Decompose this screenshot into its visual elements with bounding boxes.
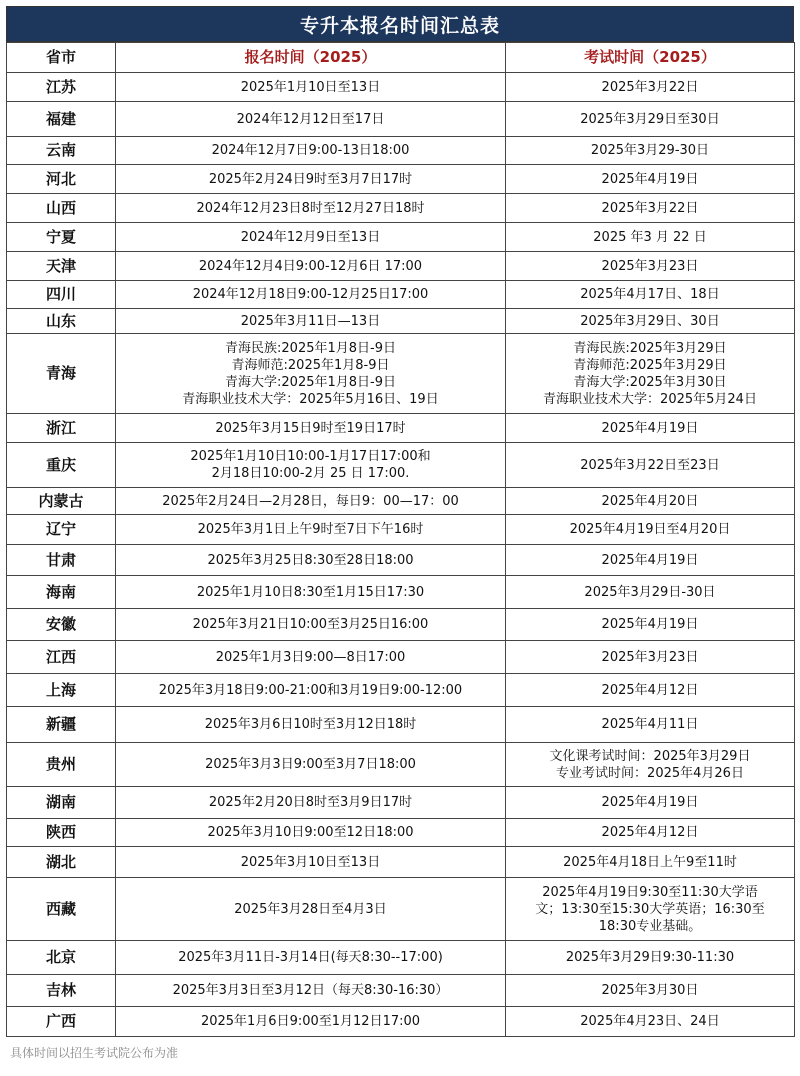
registration-cell: 2025年3月18日9:00-21:00和3月19日9:00-12:00 <box>116 674 506 707</box>
province-cell: 西藏 <box>7 878 116 941</box>
table-row <box>7 137 795 165</box>
exam-cell: 2025年3月29日、30日 <box>506 309 795 334</box>
registration-cell: 2025年3月11日-3月14日(每天8:30--17:00) <box>116 941 506 975</box>
province-cell: 贵州 <box>7 743 116 787</box>
registration-cell: 2024年12月23日8时至12月27日18时 <box>116 194 506 223</box>
table-row <box>7 609 795 641</box>
table-row <box>7 102 795 137</box>
summary-table-container <box>6 6 794 1037</box>
registration-cell: 2025年1月10日至13日 <box>116 73 506 102</box>
table-row <box>7 443 795 488</box>
table-row <box>7 545 795 576</box>
registration-cell: 2025年3月21日10:00至3月25日16:00 <box>116 609 506 641</box>
exam-cell: 2025年4月17日、18日 <box>506 281 795 309</box>
exam-cell: 2025年4月19日 <box>506 787 795 819</box>
exam-cell: 2025年4月19日至4月20日 <box>506 515 795 545</box>
exam-cell: 2025年4月11日 <box>506 707 795 743</box>
exam-cell: 2025年3月22日至23日 <box>506 443 795 488</box>
table-row <box>7 641 795 674</box>
registration-cell: 2025年3月6日10时至3月12日18时 <box>116 707 506 743</box>
header-registration: 报名时间（2025） <box>116 43 506 73</box>
province-cell: 云南 <box>7 137 116 165</box>
province-cell: 重庆 <box>7 443 116 488</box>
exam-cell: 2025年3月22日 <box>506 73 795 102</box>
province-cell: 天津 <box>7 252 116 281</box>
province-cell: 安徽 <box>7 609 116 641</box>
exam-cell: 2025年4月19日 <box>506 414 795 443</box>
table-row <box>7 309 795 334</box>
registration-cell: 2024年12月12日至17日 <box>116 102 506 137</box>
registration-cell: 2025年3月3日9:00至3月7日18:00 <box>116 743 506 787</box>
province-cell: 海南 <box>7 576 116 609</box>
table-row <box>7 414 795 443</box>
exam-cell: 2025年4月19日 <box>506 545 795 576</box>
table-row <box>7 787 795 819</box>
exam-cell: 2025年4月19日 <box>506 609 795 641</box>
registration-cell: 2024年12月4日9:00-12月6日 17:00 <box>116 252 506 281</box>
exam-cell: 2025年3月23日 <box>506 252 795 281</box>
table-row <box>7 975 795 1007</box>
table-row <box>7 515 795 545</box>
table-row <box>7 334 795 414</box>
exam-cell: 2025年3月23日 <box>506 641 795 674</box>
registration-cell: 2024年12月18日9:00-12月25日17:00 <box>116 281 506 309</box>
province-cell: 浙江 <box>7 414 116 443</box>
province-cell: 河北 <box>7 165 116 194</box>
table-row <box>7 674 795 707</box>
province-cell: 山东 <box>7 309 116 334</box>
exam-cell: 2025年4月20日 <box>506 488 795 515</box>
summary-table <box>6 42 795 1037</box>
registration-cell: 2025年1月3日9:00—8日17:00 <box>116 641 506 674</box>
registration-cell: 2024年12月9日至13日 <box>116 223 506 252</box>
province-cell: 四川 <box>7 281 116 309</box>
exam-cell: 2025 年3 月 22 日 <box>506 223 795 252</box>
province-cell: 福建 <box>7 102 116 137</box>
table-row <box>7 165 795 194</box>
exam-cell: 2025年3月29日至30日 <box>506 102 795 137</box>
province-cell: 甘肃 <box>7 545 116 576</box>
registration-cell: 2025年3月15日9时至19日17时 <box>116 414 506 443</box>
header-exam: 考试时间（2025） <box>506 43 795 73</box>
table-row <box>7 707 795 743</box>
province-cell: 辽宁 <box>7 515 116 545</box>
table-row <box>7 223 795 252</box>
table-row <box>7 488 795 515</box>
table-row <box>7 847 795 878</box>
province-cell: 内蒙古 <box>7 488 116 515</box>
province-cell: 青海 <box>7 334 116 414</box>
registration-cell: 2025年1月10日8:30至1月15日17:30 <box>116 576 506 609</box>
registration-cell: 2025年1月6日9:00至1月12日17:00 <box>116 1007 506 1037</box>
exam-cell: 2025年4月12日 <box>506 819 795 847</box>
table-row <box>7 941 795 975</box>
table-title: 专升本报名时间汇总表 <box>6 6 794 42</box>
province-cell: 北京 <box>7 941 116 975</box>
registration-cell: 2025年3月3日至3月12日（每天8:30-16:30） <box>116 975 506 1007</box>
table-row <box>7 878 795 941</box>
exam-cell: 2025年4月18日上午9至11时 <box>506 847 795 878</box>
exam-cell: 青海民族:2025年3月29日 青海师范:2025年3月29日 青海大学:2025年3月30日 青海职业技术大学：2025年5月24日 <box>506 334 795 414</box>
header-row <box>7 43 795 73</box>
exam-cell: 2025年3月30日 <box>506 975 795 1007</box>
province-cell: 江苏 <box>7 73 116 102</box>
registration-cell: 2025年3月28日至4月3日 <box>116 878 506 941</box>
registration-cell: 2025年2月20日8时至3月9日17时 <box>116 787 506 819</box>
registration-cell: 2025年3月25日8:30至28日18:00 <box>116 545 506 576</box>
province-cell: 广西 <box>7 1007 116 1037</box>
province-cell: 陕西 <box>7 819 116 847</box>
exam-cell: 2025年3月29-30日 <box>506 137 795 165</box>
registration-cell: 2024年12月7日9:00-13日18:00 <box>116 137 506 165</box>
province-cell: 江西 <box>7 641 116 674</box>
province-cell: 上海 <box>7 674 116 707</box>
footer-note: 具体时间以招生考试院公布为准 <box>10 1046 179 1060</box>
province-cell: 山西 <box>7 194 116 223</box>
table-row <box>7 252 795 281</box>
exam-cell: 2025年3月22日 <box>506 194 795 223</box>
exam-cell: 2025年4月19日 <box>506 165 795 194</box>
province-cell: 湖南 <box>7 787 116 819</box>
province-cell: 湖北 <box>7 847 116 878</box>
province-cell: 吉林 <box>7 975 116 1007</box>
table-row <box>7 819 795 847</box>
province-cell: 新疆 <box>7 707 116 743</box>
exam-cell: 文化课考试时间：2025年3月29日 专业考试时间：2025年4月26日 <box>506 743 795 787</box>
table-row <box>7 576 795 609</box>
registration-cell: 2025年3月10日9:00至12日18:00 <box>116 819 506 847</box>
exam-cell: 2025年3月29日9:30-11:30 <box>506 941 795 975</box>
registration-cell: 2025年1月10日10:00-1月17日17:00和 2月18日10:00-2月 25 日 17:00. <box>116 443 506 488</box>
exam-cell: 2025年3月29日-30日 <box>506 576 795 609</box>
table-row <box>7 281 795 309</box>
registration-cell: 2025年2月24日9时至3月7日17时 <box>116 165 506 194</box>
exam-cell: 2025年4月19日9:30至11:30大学语 文；13:30至15:30大学英语；16:30至 18:30专业基础。 <box>506 878 795 941</box>
table-row <box>7 194 795 223</box>
registration-cell: 青海民族:2025年1月8日-9日 青海师范:2025年1月8-9日 青海大学:2025年1月8日-9日 青海职业技术大学：2025年5月16日、19日 <box>116 334 506 414</box>
table-row <box>7 1007 795 1037</box>
registration-cell: 2025年3月1日上午9时至7日下午16时 <box>116 515 506 545</box>
table-row <box>7 73 795 102</box>
registration-cell: 2025年3月10日至13日 <box>116 847 506 878</box>
exam-cell: 2025年4月23日、24日 <box>506 1007 795 1037</box>
header-province: 省市 <box>7 43 116 73</box>
province-cell: 宁夏 <box>7 223 116 252</box>
registration-cell: 2025年3月11日—13日 <box>116 309 506 334</box>
exam-cell: 2025年4月12日 <box>506 674 795 707</box>
registration-cell: 2025年2月24日—2月28日，每日9：00—17：00 <box>116 488 506 515</box>
table-row <box>7 743 795 787</box>
